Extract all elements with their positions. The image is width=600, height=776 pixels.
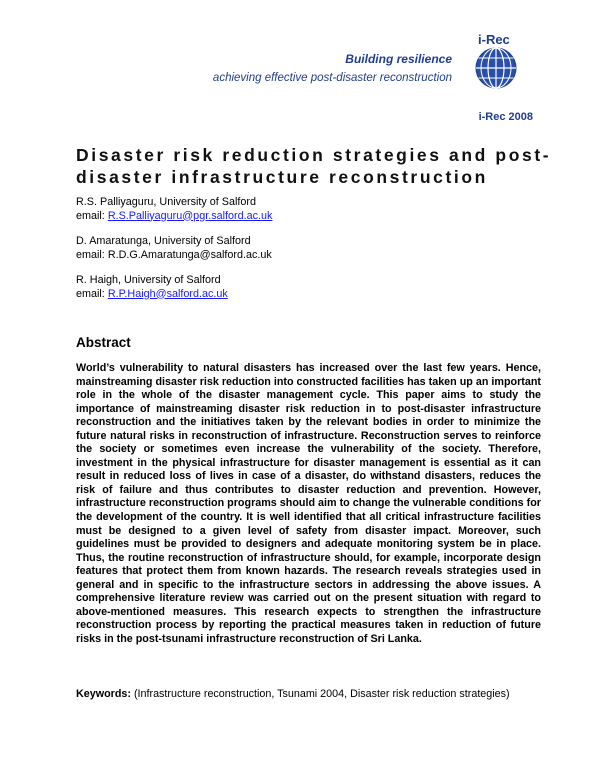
author-3-email-row	[76, 288, 536, 302]
abstract-heading: Abstract	[76, 335, 131, 350]
header-title: Building resilience	[345, 52, 452, 66]
author-3-name: R. Haigh, University of Salford	[76, 274, 221, 286]
email-label: email:	[76, 287, 105, 300]
header-subtitle: achieving effective post-disaster reconstruction	[212, 72, 452, 84]
paper-title: Disaster risk reduction strategies and post-disaster infrastructure reconstruction	[76, 145, 552, 187]
author-2	[76, 235, 536, 262]
author-2-email-row	[76, 249, 536, 263]
header-year: i-Rec 2008	[478, 111, 533, 123]
author-2-name: D. Amaratunga, University of Salford	[76, 235, 251, 247]
author-3-email-link[interactable]: R.P.Haigh@salford.ac.uk	[107, 287, 228, 300]
keywords-label: Keywords:	[76, 688, 131, 700]
abstract-body: World’s vulnerability to natural disasters has increased over the last few years. Hence, mainstreaming disaster risk reduction into constructed facilities has taken up an important role in the whole of the disaster management cycle. This paper aims to study the importance of mainstreaming disaster risk reduction in to post-disaster infrastructure reconstruction and the initiatives taken by the relevant bodies in order to minimize the future natural risks in reconstruction of infrastructure. Reconstruction serves to reinforce the society or sometimes even increase the vulnerability of the society. Therefore, investment in the physical infrastructure for disaster management is essential as it can result in reduced loss of lives in case of a disaster, do withstand disasters, reduces the risk of failure and thus contributes to disaster reduction and prevention. However, infrastructure reconstruction programs should aim to change the vulnerable conditions for the development of the country. It is well identified that all critical infrastructure facilities must be designed to a given level of safety from disaster impact. Moreover, such guidelines must be provided to designers and adequate monitoring system be in place. Thus, the routine reconstruction of infrastructure should, for example, incorporate design features that protect them from known hazards. The research reveals strategies used in general and in specific to the infrastructure sectors in addressing the above issues. A comprehensive literature review was carried out on the present situation with regard to above-mentioned measures. This research expects to strengthen the infrastructure reconstruction process by reporting the practical measures taken in reduction of future risks in the post-tsunami infrastructure reconstruction of Sri Lanka.	[76, 362, 541, 645]
author-list	[76, 196, 536, 313]
author-3	[76, 274, 536, 301]
author-1-name: R.S. Palliyaguru, University of Salford	[76, 196, 257, 208]
author-2-email: R.D.G.Amaratunga@salford.ac.uk	[107, 248, 272, 261]
logo-text: i-Rec	[478, 32, 510, 47]
irec-globe-logo	[464, 30, 534, 92]
author-1-email-link[interactable]: R.S.Palliyaguru@pgr.salford.ac.uk	[107, 209, 273, 222]
author-1	[76, 196, 536, 223]
email-label: email:	[76, 248, 105, 261]
keywords	[76, 688, 541, 702]
keywords-text: (Infrastructure reconstruction, Tsunami 2004, Disaster risk reduction strategies)	[133, 688, 510, 700]
email-label: email:	[76, 209, 105, 222]
author-1-email-row	[76, 210, 536, 224]
